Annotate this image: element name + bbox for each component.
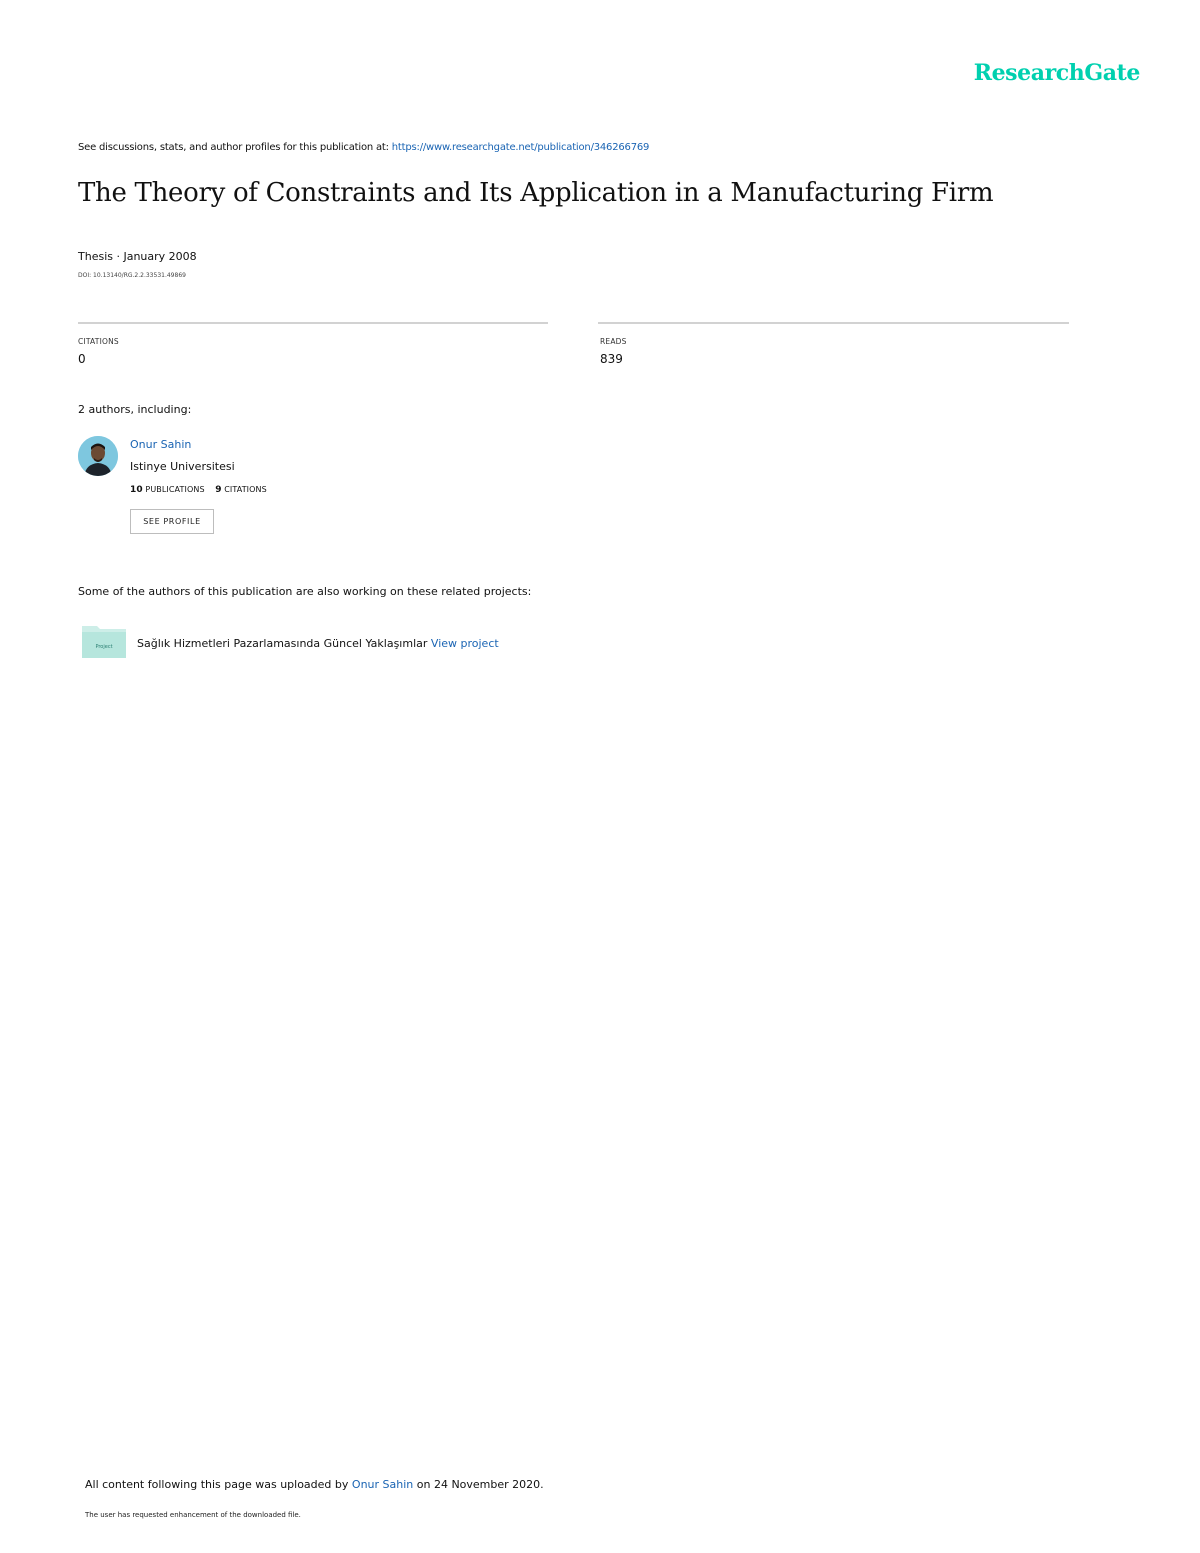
authors-heading: 2 authors, including:	[78, 403, 192, 416]
author-name-link[interactable]: Onur Sahin	[130, 438, 192, 451]
author-stats	[130, 485, 267, 495]
see-profile-button[interactable]: SEE PROFILE	[130, 509, 214, 534]
reads-value: 839	[600, 352, 623, 366]
author-publications-label: PUBLICATIONS	[145, 485, 205, 494]
author-citations-label: CITATIONS	[224, 485, 267, 494]
author-citations-count: 9	[215, 485, 222, 495]
uploaded-line	[85, 1478, 544, 1491]
see-discussions-text: See discussions, stats, and author profiles for this publication at:	[78, 142, 389, 153]
uploaded-suffix: on 24 November 2020.	[416, 1478, 544, 1491]
publication-type-date: Thesis · January 2008	[78, 250, 197, 263]
uploader-link[interactable]: Onur Sahin	[351, 1478, 414, 1491]
publication-title: The Theory of Constraints and Its Application in a Manufacturing Firm	[78, 178, 994, 208]
project-name: Sağlık Hizmetleri Pazarlamasında Güncel Yaklaşımlar	[137, 637, 428, 650]
uploaded-prefix: All content following this page was uploaded by	[85, 1478, 349, 1491]
researchgate-logo: ResearchGate	[973, 60, 1140, 86]
author-publications-count: 10	[130, 485, 143, 495]
author-affiliation: Istinye Universitesi	[130, 460, 235, 473]
reads-label: READS	[600, 337, 627, 346]
enhancement-note: The user has requested enhancement of the downloaded file.	[85, 1511, 301, 1519]
see-discussions-line	[78, 142, 649, 153]
related-projects-heading: Some of the authors of this publication are also working on these related projects:	[78, 585, 532, 598]
person-photo-icon[interactable]	[78, 436, 118, 476]
citations-value: 0	[78, 352, 86, 366]
publication-url-link[interactable]: https://www.researchgate.net/publication/346266769	[391, 142, 650, 153]
project-item	[137, 637, 499, 650]
citations-divider	[78, 322, 548, 324]
citations-label: CITATIONS	[78, 337, 119, 346]
view-project-link[interactable]: View project	[430, 637, 499, 650]
project-folder-icon	[82, 624, 126, 658]
publication-doi: DOI: 10.13140/RG.2.2.33531.49869	[78, 272, 186, 279]
project-icon-label: Project	[95, 644, 113, 650]
reads-divider	[598, 322, 1069, 324]
